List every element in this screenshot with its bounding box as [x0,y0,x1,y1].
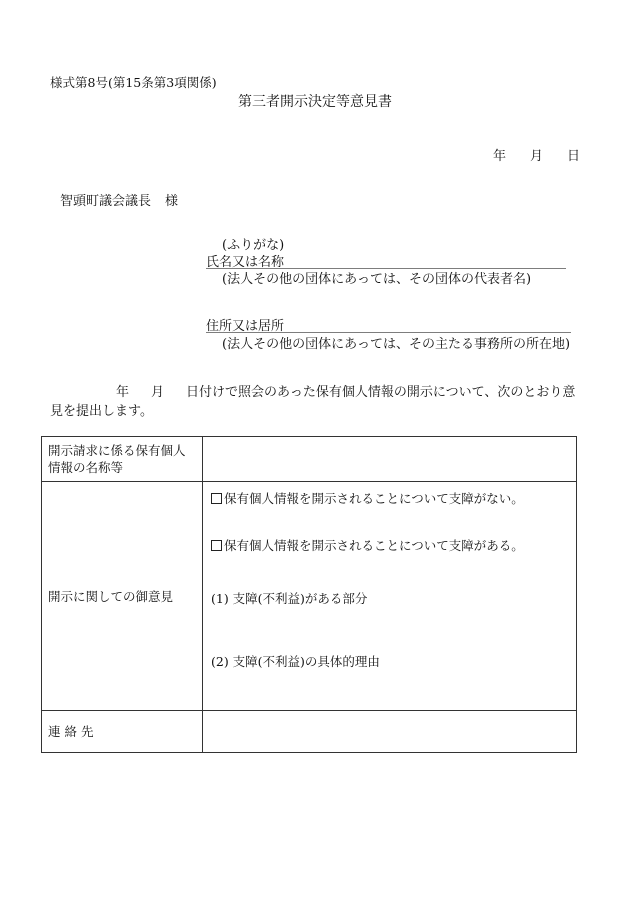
checkbox-icon[interactable] [211,493,222,504]
form-number: 様式第8号(第15条第3項関係) [50,75,217,90]
address-note: (法人その他の団体にあっては、その主たる事務所の所在地) [222,337,571,352]
table-row [42,711,577,753]
checkbox-icon[interactable] [211,540,222,551]
date-year: 年 [492,149,506,164]
name-field-line[interactable] [206,268,566,269]
date-month: 月 [529,149,543,164]
addressee-honorific: 様 [165,194,179,209]
table-row [42,437,577,482]
name-note: (法人その他の団体にあっては、その団体の代表者名) [222,272,532,287]
addressee-name: 智頭町議会議長 [60,194,152,209]
info-name-label: 開示請求に係る保有個人情報の名称等 [42,437,203,482]
option-no-objection-text: 保有個人情報を開示されることについて支障がない。 [224,491,524,506]
opinion-value [203,482,577,711]
body-paragraph [50,383,585,421]
furigana-label: (ふりがな) [222,238,285,253]
contact-value[interactable] [203,711,577,753]
date-day: 日 [566,149,580,164]
body-month: 月 [151,385,165,400]
name-label: 氏名又は名称 [206,255,285,270]
table-row [42,482,577,711]
info-name-value[interactable] [203,437,577,482]
contact-label: 連 絡 先 [42,711,203,753]
body-year: 年 [116,385,130,400]
objection-reason-label: (2) 支障(不利益)の具体的理由 [211,654,380,669]
date-line [469,149,580,165]
opinion-label: 開示に関しての御意見 [42,482,203,711]
addressee [60,194,178,210]
document-title: 第三者開示決定等意見書 [238,94,392,110]
option-objection-text: 保有個人情報を開示されることについて支障がある。 [224,538,524,553]
address-field-line[interactable] [206,332,571,333]
option-no-objection[interactable] [211,490,568,507]
objection-part-label: (1) 支障(不利益)がある部分 [211,591,368,606]
body-text: 日付けで照会のあった保有個人情報の開示について、次のとおり意見を提出します。 [50,385,576,419]
opinion-table [41,436,577,753]
address-label: 住所又は居所 [206,319,285,334]
option-objection[interactable] [211,537,568,554]
